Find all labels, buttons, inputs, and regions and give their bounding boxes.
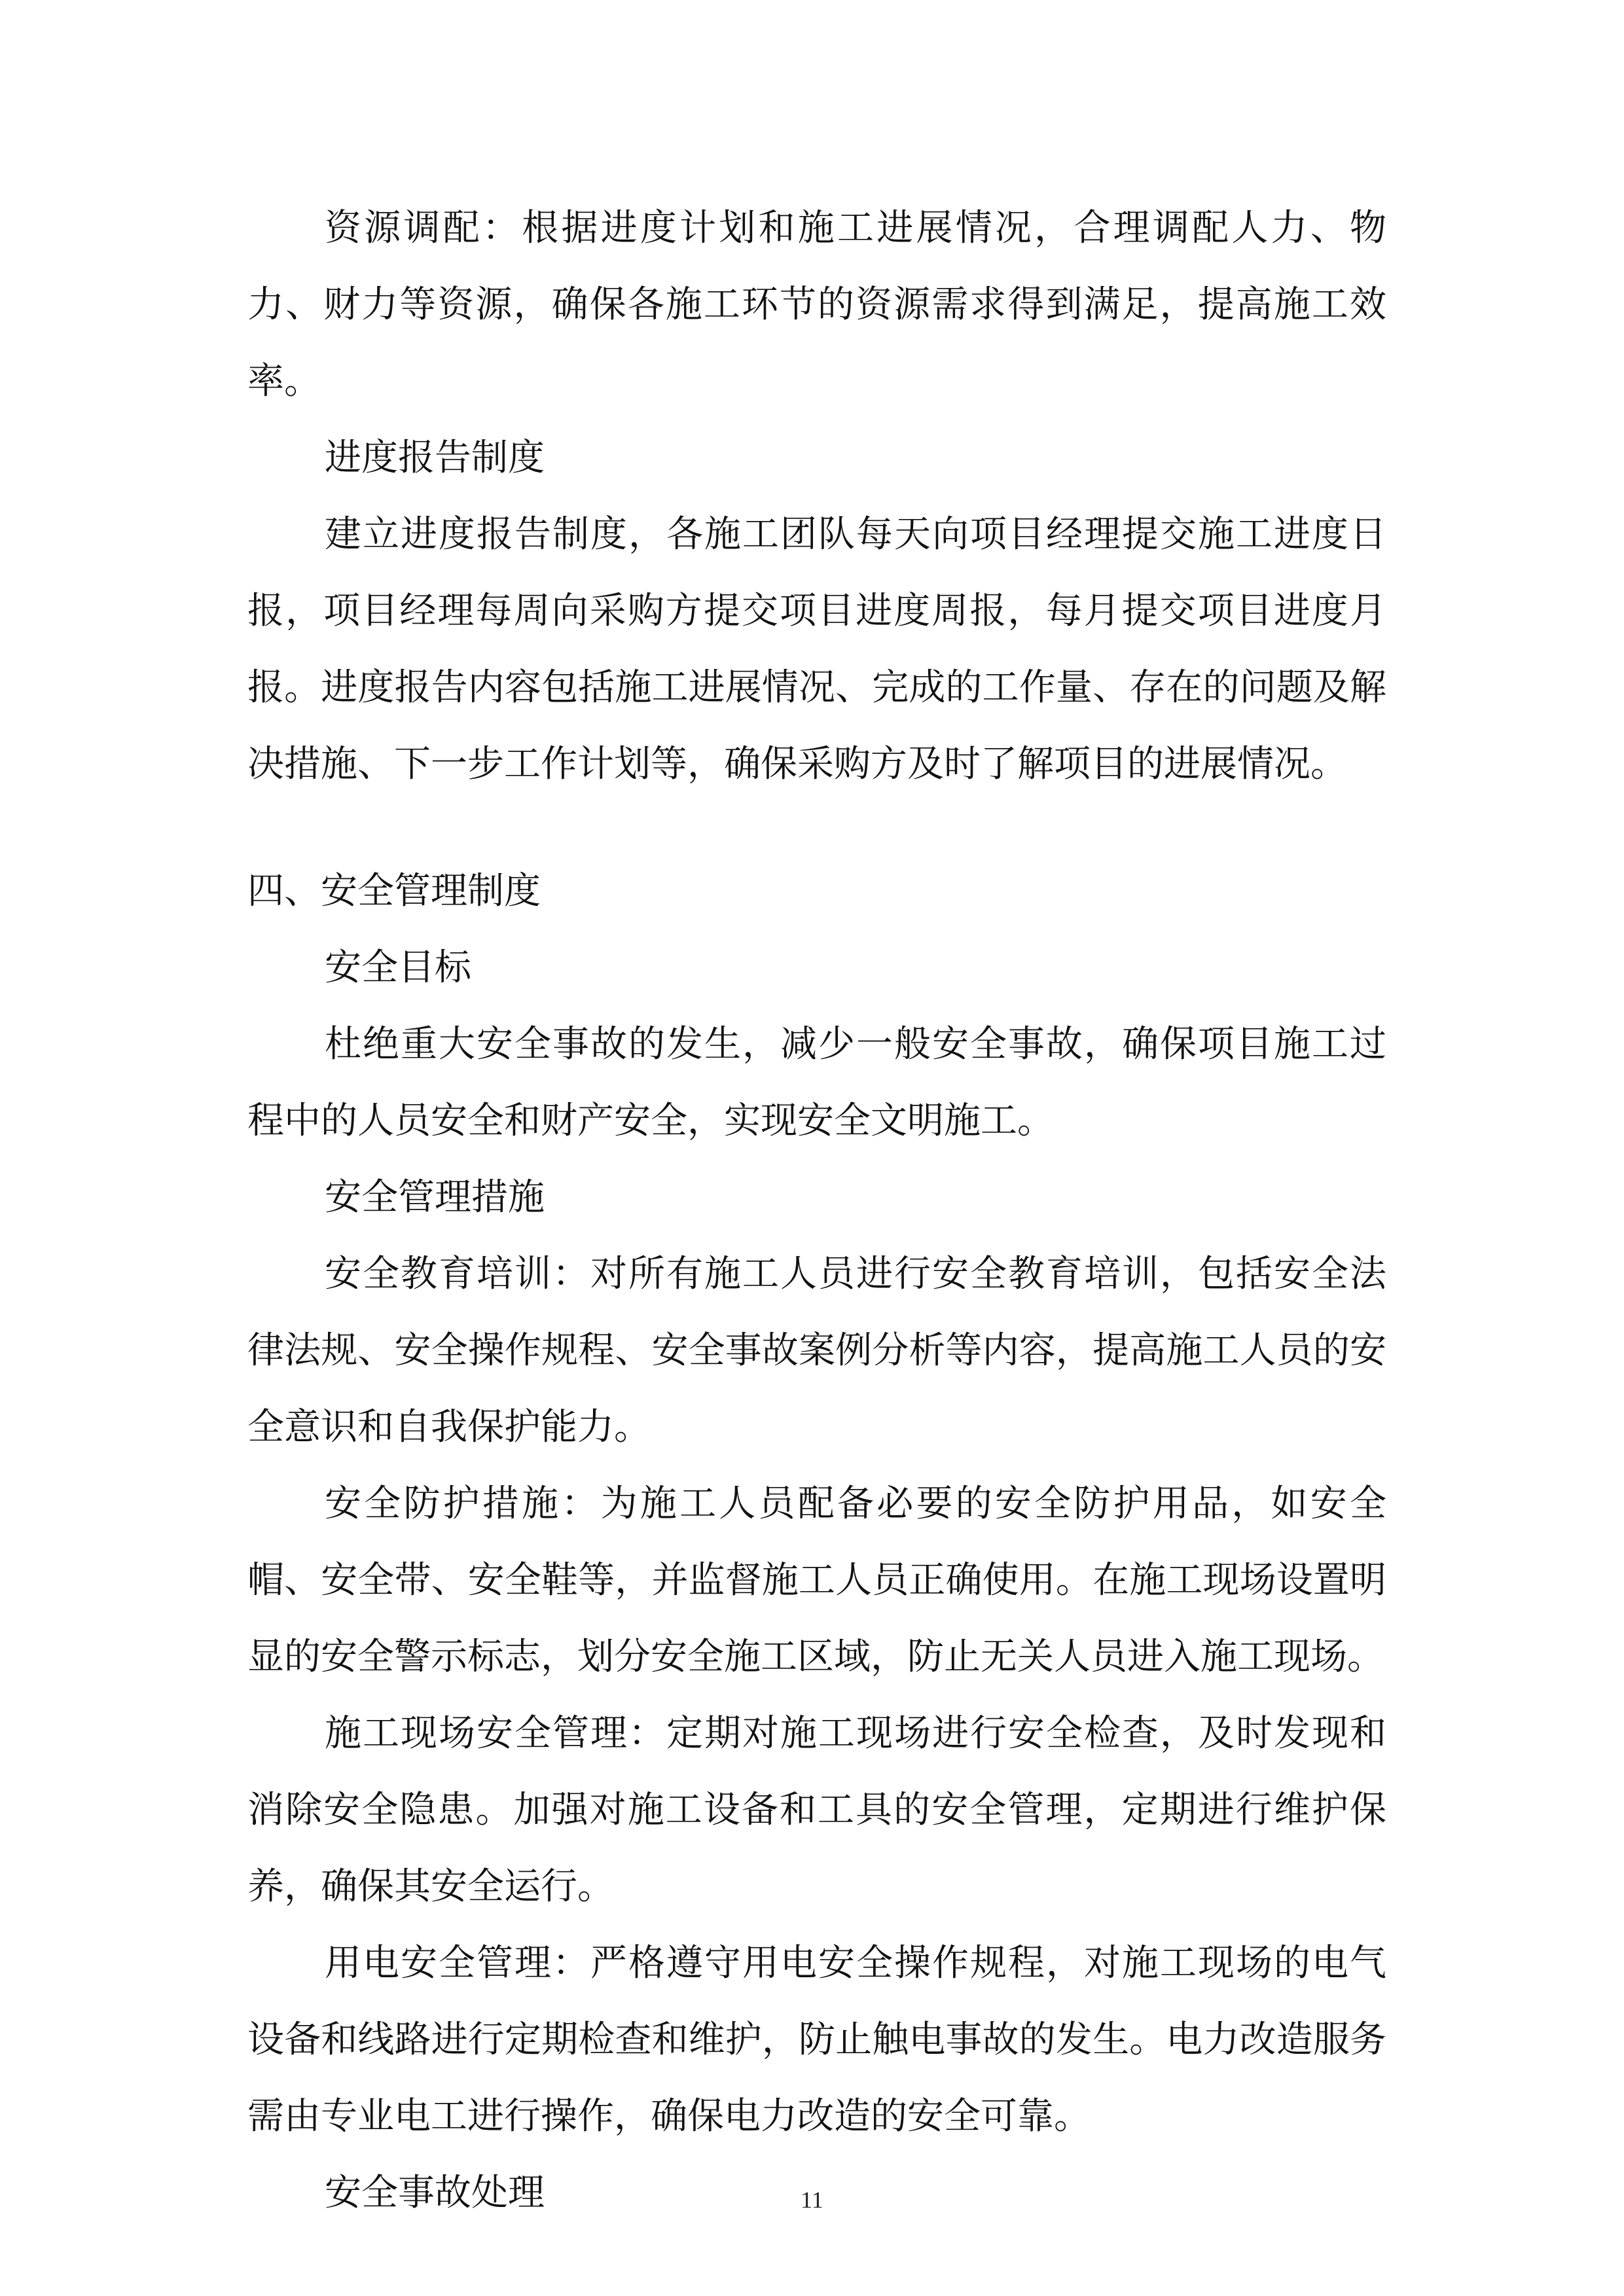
paragraph-progress-report: 建立进度报告制度，各施工团队每天向项目经理提交施工进度日报，项目经理每周向采购方提交项目进度周报，每月提交项目进度月报。进度报告内容包括施工进展情况、完成的工作量、存在的问题及解决措施、下一步工作计划等，确保采购方及时了解项目的进展情况。 <box>247 513 1386 785</box>
paragraph-site-safety: 施工现场安全管理：定期对施工现场进行安全检查，及时发现和消除安全隐患。加强对施工设备和工具的安全管理，定期进行维护保养，确保其安全运行。 <box>247 1712 1386 1908</box>
paragraph-electrical-safety: 用电安全管理：严格遵守用电安全操作规程，对施工现场的电气设备和线路进行定期检查和维护，防止触电事故的发生。电力改造服务需由专业电工进行操作，确保电力改造的安全可靠。 <box>247 1942 1386 2138</box>
subheading-safety-goal: 安全目标 <box>325 946 471 989</box>
subheading-progress-report: 进度报告制度 <box>325 437 545 479</box>
paragraph-safety-goal: 杜绝重大安全事故的发生，减少一般安全事故，确保项目施工过程中的人员安全和财产安全，实现安全文明施工。 <box>247 1023 1386 1142</box>
document-body <box>247 190 1386 2231</box>
paragraph-safety-protection: 安全防护措施：为施工人员配备必要的安全防护用品，如安全帽、安全带、安全鞋等，并监督施工人员正确使用。在施工现场设置明显的安全警示标志，划分安全施工区域，防止无关人员进入施工现场。 <box>247 1482 1386 1678</box>
paragraph-resource-allocation: 资源调配：根据进度计划和施工进展情况，合理调配人力、物力、财力等资源，确保各施工环节的资源需求得到满足，提高施工效率。 <box>247 207 1386 403</box>
page-number: 11 <box>801 2187 823 2213</box>
subheading-accident-handling: 安全事故处理 <box>325 2172 545 2214</box>
subheading-safety-measures: 安全管理措施 <box>325 1176 545 1219</box>
paragraph-safety-training: 安全教育培训：对所有施工人员进行安全教育培训，包括安全法律法规、安全操作规程、安全事故案例分析等内容，提高施工人员的安全意识和自我保护能力。 <box>247 1253 1386 1448</box>
section-heading-safety: 四、安全管理制度 <box>247 870 541 912</box>
